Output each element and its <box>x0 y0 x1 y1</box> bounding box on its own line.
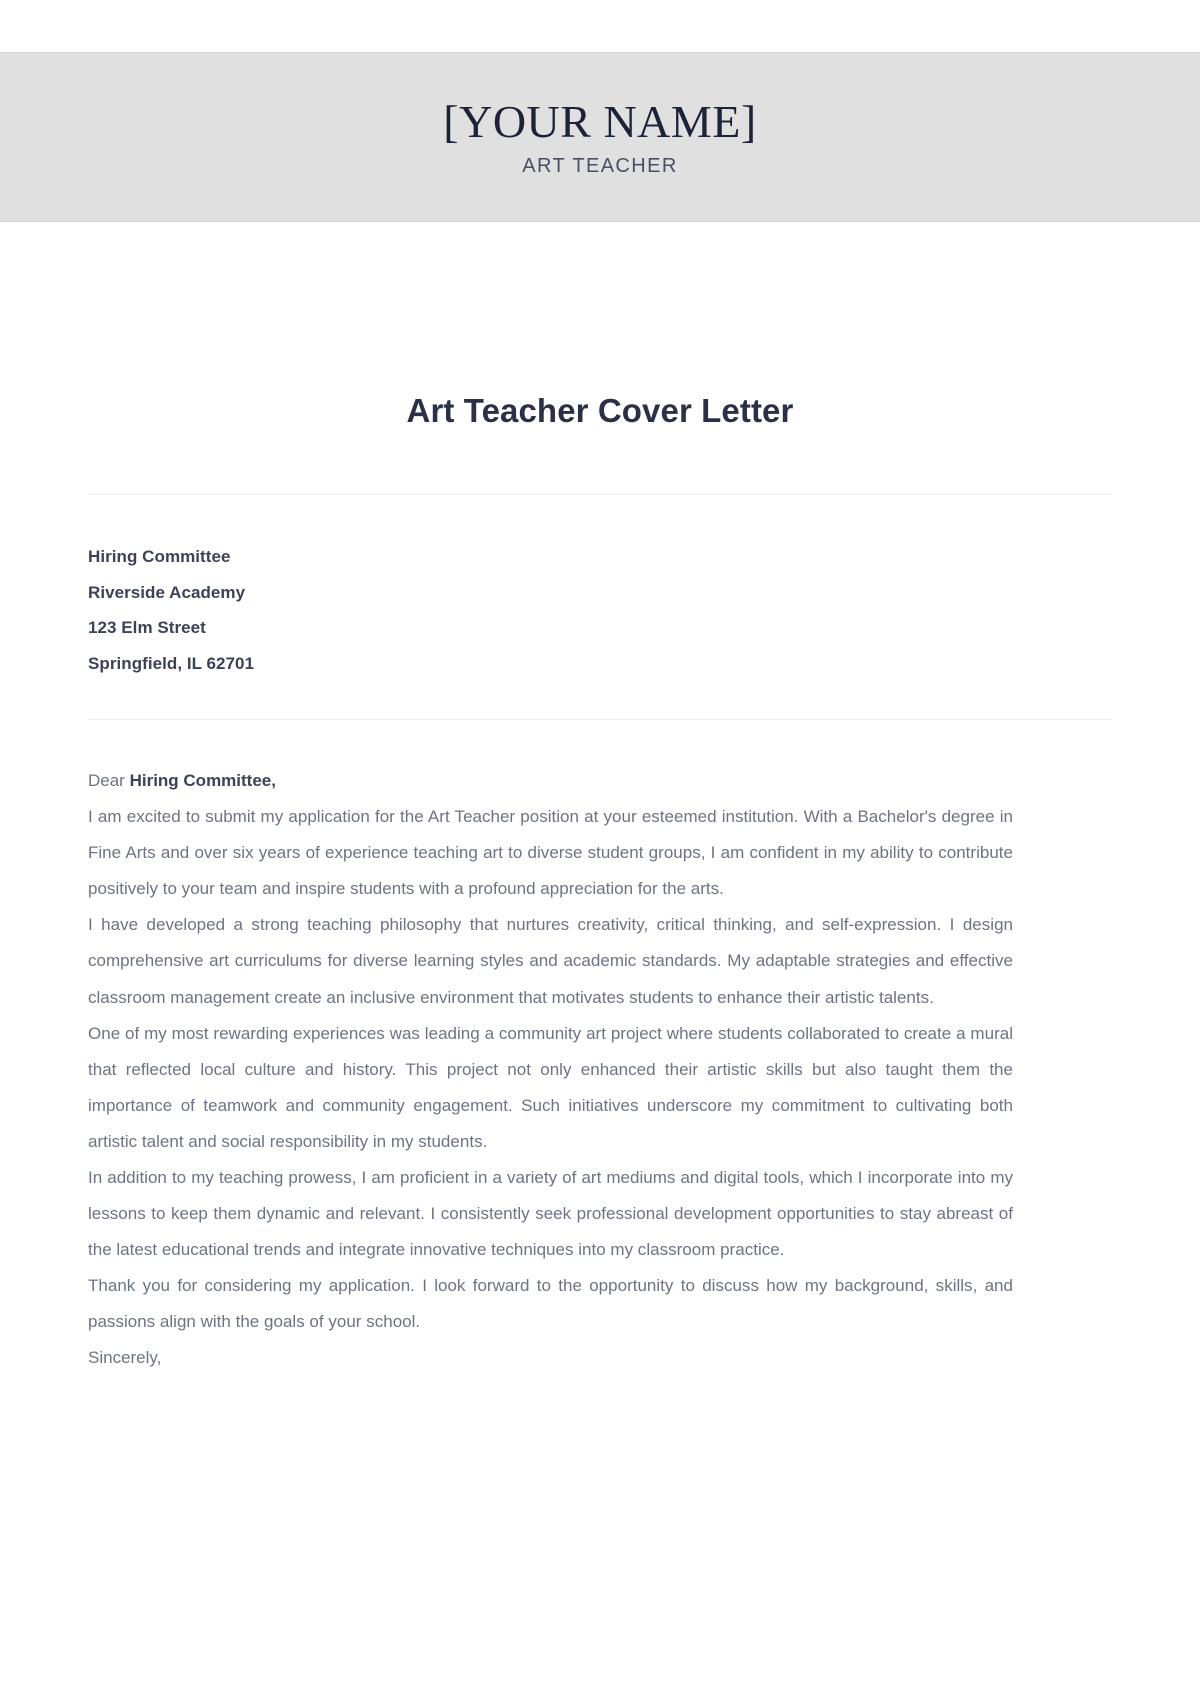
divider-below-recipient <box>88 719 1112 720</box>
recipient-line-name: Hiring Committee <box>88 547 231 567</box>
salutation <box>88 763 1013 799</box>
letterhead-name: [YOUR NAME] <box>443 96 757 148</box>
page-title: Art Teacher Cover Letter <box>406 392 794 429</box>
closing-salutation: Sincerely, <box>88 1347 162 1367</box>
salutation-greeting: Dear <box>88 771 130 791</box>
recipient-line-organization: Riverside Academy <box>88 582 246 602</box>
body-paragraph-5: Thank you for considering my application. I look forward to the opportunity to discuss how my background, skills, and passions align with the goals of your school. <box>88 1275 1013 1331</box>
salutation-recipient-name: Hiring Committee, <box>129 771 276 791</box>
document-sheet <box>0 222 1200 1376</box>
body-paragraph-4: In addition to my teaching prowess, I am proficient in a variety of art mediums and digital tools, which I incorporate into my lessons to keep them dynamic and relevant. I consistently seek professional development opportunities to stay abreast of the latest educational trends and integrate innovative techniques into my classroom practice. <box>88 1167 1013 1259</box>
body-paragraph-3: One of my most rewarding experiences was leading a community art project where students collaborated to create a mural that reflected local culture and history. This project not only enhanced their artistic skills but also taught them the importance of teamwork and community engagement. Such initiatives underscore my commitment to cultivating both artistic talent and social responsibility in my students. <box>88 1023 1013 1151</box>
letterhead-banner <box>0 52 1200 222</box>
body-paragraph-2: I have developed a strong teaching philosophy that nurtures creativity, critical thinking, and self-expression. I design comprehensive art curriculums for diverse learning styles and academic standards. My adaptable strategies and effective classroom management create an inclusive environment that motivates students to enhance their artistic talents. <box>88 915 1013 1007</box>
recipient-address-block <box>88 539 1112 681</box>
letterhead-role: ART TEACHER <box>522 154 678 177</box>
divider-above-recipient <box>88 494 1112 495</box>
body-paragraph-1: I am excited to submit my application for the Art Teacher position at your esteemed institution. With a Bachelor's degree in Fine Arts and over six years of experience teaching art to diverse student groups, I am confident in my ability to contribute positively to your team and inspire students with a profound appreciation for the arts. <box>88 807 1013 899</box>
letter-body <box>88 763 1112 1376</box>
recipient-line-street: 123 Elm Street <box>88 618 206 638</box>
recipient-line-city-state-zip: Springfield, IL 62701 <box>88 653 255 673</box>
